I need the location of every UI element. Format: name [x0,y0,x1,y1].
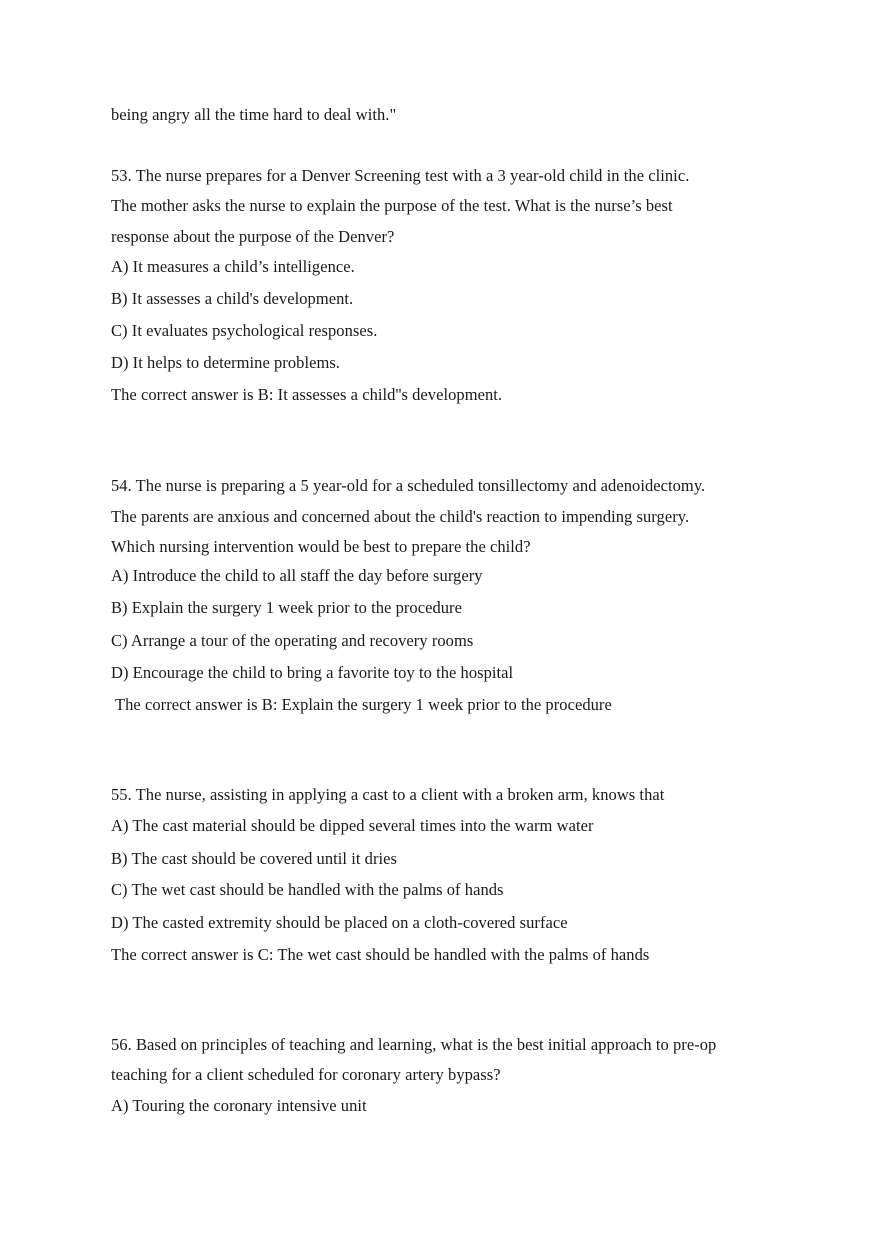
option-c: C) Arrange a tour of the operating and recovery rooms [111,631,474,650]
option-c: C) It evaluates psychological responses. [111,321,378,340]
correct-answer: The correct answer is B: Explain the surgery 1 week prior to the procedure [115,695,612,714]
option-d: D) Encourage the child to bring a favorite toy to the hospital [111,663,514,682]
question-stem-line: 53. The nurse prepares for a Denver Screening test with a 3 year-old child in the clinic. [111,166,690,185]
option-b: B) It assesses a child's development. [111,289,354,308]
question-stem-line: 55. The nurse, assisting in applying a cast to a client with a broken arm, knows that [111,785,665,804]
option-a: A) Touring the coronary intensive unit [111,1096,367,1115]
question-stem-line: teaching for a client scheduled for coronary artery bypass? [111,1065,501,1084]
question-stem-line: Which nursing intervention would be best to prepare the child? [111,537,531,556]
option-a: A) Introduce the child to all staff the day before surgery [111,566,483,585]
question-stem-line: 56. Based on principles of teaching and learning, what is the best initial approach to pre-op [111,1035,717,1054]
question-stem-line: response about the purpose of the Denver? [111,227,395,246]
option-a: A) The cast material should be dipped several times into the warm water [111,816,594,835]
continued-text: being angry all the time hard to deal with." [111,105,397,124]
correct-answer: The correct answer is C: The wet cast should be handled with the palms of hands [111,945,650,964]
option-b: B) The cast should be covered until it dries [111,849,397,868]
option-d: D) The casted extremity should be placed on a cloth-covered surface [111,913,568,932]
question-stem-line: The parents are anxious and concerned about the child's reaction to impending surgery. [111,507,690,526]
option-b: B) Explain the surgery 1 week prior to the procedure [111,598,462,617]
question-stem-line: 54. The nurse is preparing a 5 year-old for a scheduled tonsillectomy and adenoidectomy. [111,476,706,495]
option-c: C) The wet cast should be handled with the palms of hands [111,880,504,899]
option-d: D) It helps to determine problems. [111,353,340,372]
question-stem-line: The mother asks the nurse to explain the purpose of the test. What is the nurse’s best [111,196,673,215]
option-a: A) It measures a child’s intelligence. [111,257,355,276]
correct-answer: The correct answer is B: It assesses a child''s development. [111,385,503,404]
